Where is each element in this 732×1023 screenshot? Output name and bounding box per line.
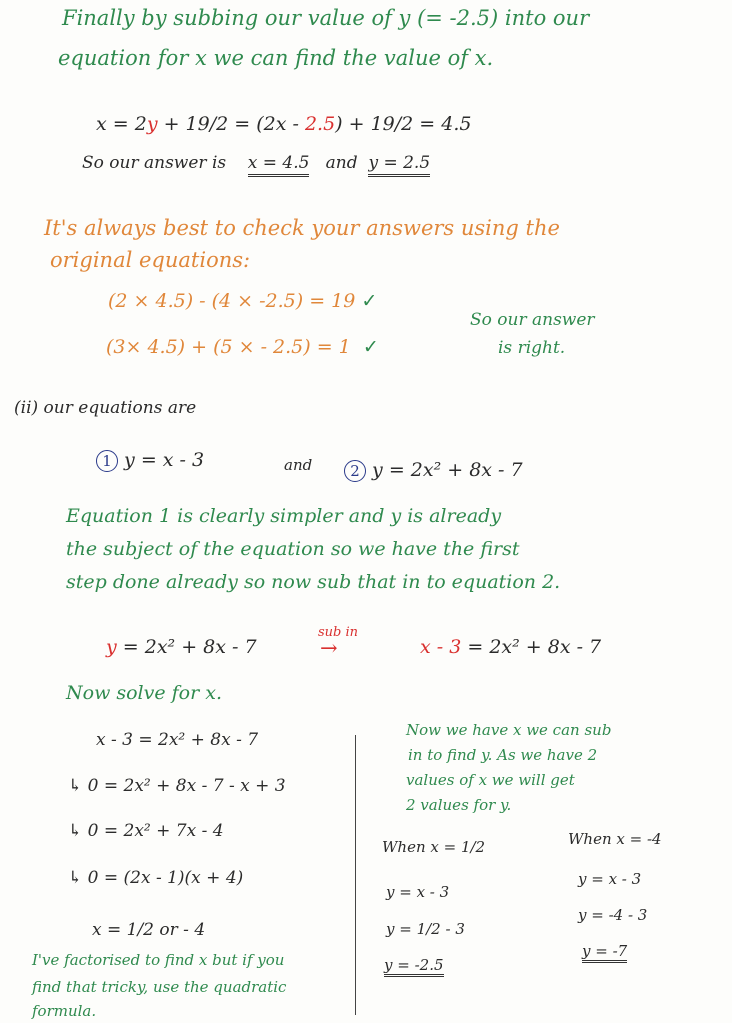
answer-line: So our answer is x = 4.5 and y = 2.5 (82, 155, 430, 172)
tick-icon: ✓ (362, 336, 379, 358)
substitution-left: y = 2x² + 8x - 7 (106, 636, 257, 658)
case-1-step-2: y = 1/2 - 3 (386, 920, 465, 938)
footnote-line-1: I've factorised to find x but if you (32, 951, 285, 969)
equation-2: 2 y = 2x² + 8x - 7 (344, 460, 523, 482)
right-note-4: 2 values for y. (406, 796, 512, 814)
intro-line-2: equation for x we can find the value of x. (58, 46, 494, 70)
explain-line-1: Equation 1 is clearly simpler and y is already (66, 505, 502, 527)
solve-step-4: ↳ 0 = (2x - 1)(x + 4) (68, 868, 244, 888)
check-line-2: original equations: (50, 248, 251, 272)
footnote-line-3: formula. (32, 1002, 97, 1020)
check-line-1: It's always best to check your answers using the (44, 216, 560, 240)
case-2-step-1: y = x - 3 (578, 870, 642, 888)
solve-step-2: ↳ 0 = 2x² + 8x - 7 - x + 3 (68, 776, 286, 796)
case-2-result: y = -7 (582, 944, 627, 963)
case-2-step-2: y = -4 - 3 (578, 906, 648, 924)
case-1-result: y = -2.5 (384, 958, 444, 977)
substitution-right: x - 3 = 2x² + 8x - 7 (420, 636, 602, 658)
sub-in-label: sub in (318, 625, 359, 640)
check-equation-2: (3× 4.5) + (5 × - 2.5) = 1 ✓ (106, 336, 379, 358)
solve-heading: Now solve for x. (66, 682, 222, 704)
right-note-3: values of x we will get (406, 771, 575, 789)
solve-result: x = 1/2 or - 4 (92, 920, 206, 940)
right-note-1: Now we have x we can sub (406, 721, 612, 739)
tick-icon: ✓ (361, 290, 378, 312)
check-equation-1: (2 × 4.5) - (4 × -2.5) = 19 ✓ (108, 290, 378, 312)
circled-number: 2 (344, 460, 366, 482)
part-ii-label: (ii) our equations are (14, 398, 197, 418)
explain-line-2: the subject of the equation so we have the first (66, 538, 520, 560)
explain-line-3: step done already so now sub that in to equation 2. (66, 571, 561, 593)
case-1-heading: When x = 1/2 (382, 838, 486, 856)
intro-line-1: Finally by subbing our value of y (= -2.5) into our (62, 6, 590, 30)
arrow-right-icon: → (320, 636, 338, 660)
equation-1: 1 y = x - 3 (96, 450, 204, 472)
solve-step-1: x - 3 = 2x² + 8x - 7 (96, 730, 259, 750)
column-divider (355, 735, 356, 1015)
solve-step-3: ↳ 0 = 2x² + 7x - 4 (68, 821, 224, 841)
x-equation: x = 2y + 19/2 = (2x - 2.5) + 19/2 = 4.5 (96, 113, 472, 135)
check-note-1: So our answer (470, 310, 595, 330)
right-note-2: in to find y. As we have 2 (408, 746, 598, 764)
and-text: and (284, 456, 313, 474)
footnote-line-2: find that tricky, use the quadratic (32, 978, 287, 996)
case-2-heading: When x = -4 (568, 830, 662, 848)
check-note-2: is right. (498, 338, 566, 358)
circled-number: 1 (96, 450, 118, 472)
case-1-step-1: y = x - 3 (386, 883, 450, 901)
